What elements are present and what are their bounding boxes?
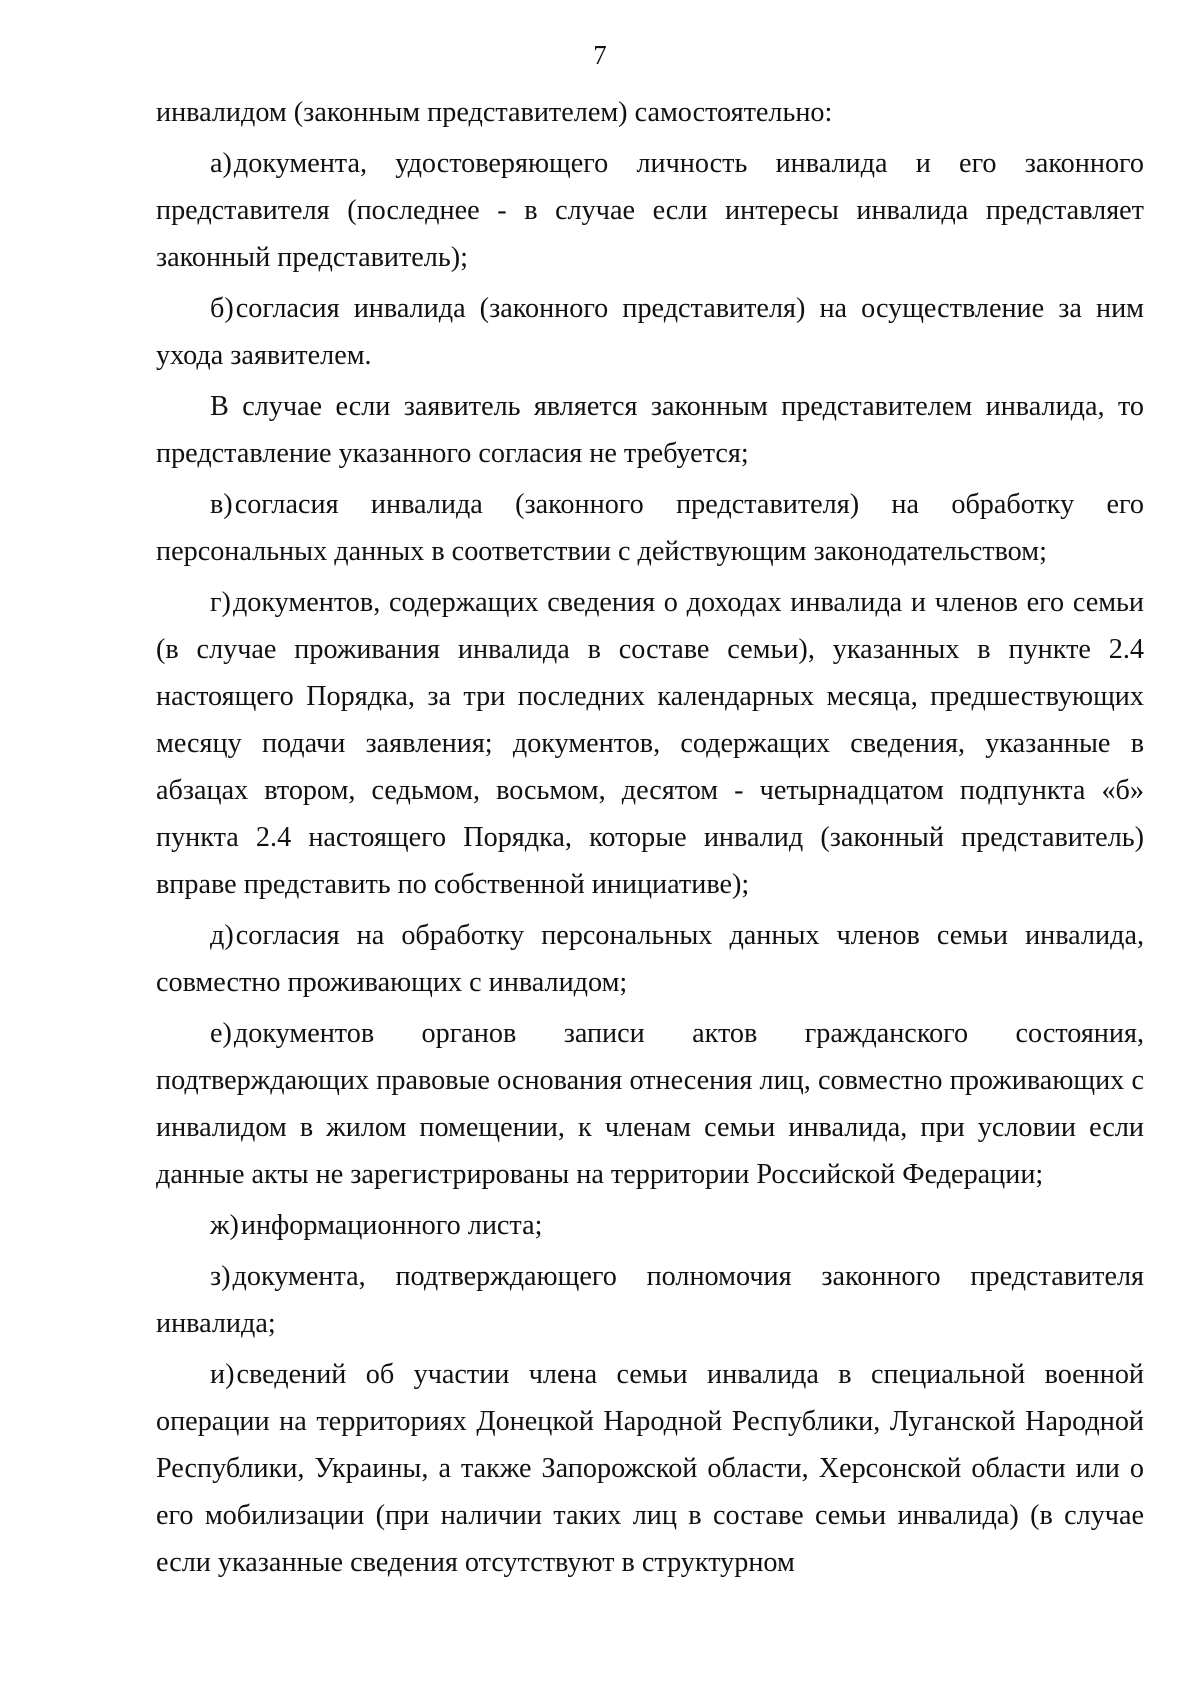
- list-item-marker: а): [210, 148, 232, 179]
- list-item-text: согласия инвалида (законного представителя) на обработку его персональных данных в соответствии с действующим законодательством;: [156, 489, 1144, 567]
- list-item-d: [156, 912, 1144, 1006]
- list-item-text: согласия на обработку персональных данных членов семьи инвалида, совместно проживающих с инвалидом;: [156, 920, 1144, 998]
- list-item-e: [156, 1010, 1144, 1198]
- list-item-b: [156, 285, 1144, 379]
- list-item-text: документа, подтверждающего полномочия законного представителя инвалида;: [156, 1261, 1144, 1339]
- list-item-a: [156, 140, 1144, 281]
- page-number: 7: [593, 40, 607, 70]
- document-body: [156, 89, 1144, 1590]
- list-item-text: документов органов записи актов гражданского состояния, подтверждающих правовые основания отнесения лиц, совместно проживающих с инвалидом в жилом помещении, к членам семьи инвалида, при условии если данные акты не зарегистрированы на территории Российской Федерации;: [156, 1018, 1144, 1190]
- paragraph-text: инвалидом (законным представителем) самостоятельно:: [156, 97, 833, 128]
- list-item-marker: з): [210, 1261, 231, 1292]
- list-item-marker: е): [210, 1018, 232, 1049]
- list-item-text: документа, удостоверяющего личность инвалида и его законного представителя (последнее - в случае если интересы инвалида представляет законный представитель);: [156, 148, 1144, 273]
- list-item-text: сведений об участии члена семьи инвалида в специальной военной операции на территориях Донецкой Народной Республики, Луганской Народной Республики, Украины, а также Запорожской области, Херсонской области или о его мобилизации (при наличии таких лиц в составе семьи инвалида) (в случае если указанные сведения отсутствуют в структурном: [156, 1359, 1144, 1578]
- paragraph-intro: [156, 89, 1144, 136]
- list-item-marker: ж): [210, 1210, 239, 1241]
- paragraph-note: [156, 383, 1144, 477]
- list-item-text: согласия инвалида (законного представителя) на осуществление за ним ухода заявителем.: [156, 293, 1144, 371]
- list-item-marker: д): [210, 920, 234, 951]
- list-item-text: документов, содержащих сведения о доходах инвалида и членов его семьи (в случае проживания инвалида в составе семьи), указанных в пункте 2.4 настоящего Порядка, за три последних календарных месяца, предшествующих месяцу подачи заявления; документов, содержащих сведения, указанные в абзацах втором, седьмом, восьмом, десятом - четырнадцатом подпункта «б» пункта 2.4 настоящего Порядка, которые инвалид (законный представитель) вправе представить по собственной инициативе);: [156, 587, 1144, 900]
- list-item-marker: и): [210, 1359, 235, 1390]
- paragraph-text: В случае если заявитель является законным представителем инвалида, то представление указанного согласия не требуется;: [156, 391, 1144, 469]
- list-item-i: [156, 1351, 1144, 1586]
- list-item-g: [156, 579, 1144, 908]
- list-item-text: информационного листа;: [240, 1210, 543, 1241]
- list-item-marker: в): [210, 489, 233, 520]
- list-item-v: [156, 481, 1144, 575]
- list-item-marker: б): [210, 293, 234, 324]
- list-item-zh: [156, 1202, 1144, 1249]
- list-item-marker: г): [210, 587, 231, 618]
- list-item-z: [156, 1253, 1144, 1347]
